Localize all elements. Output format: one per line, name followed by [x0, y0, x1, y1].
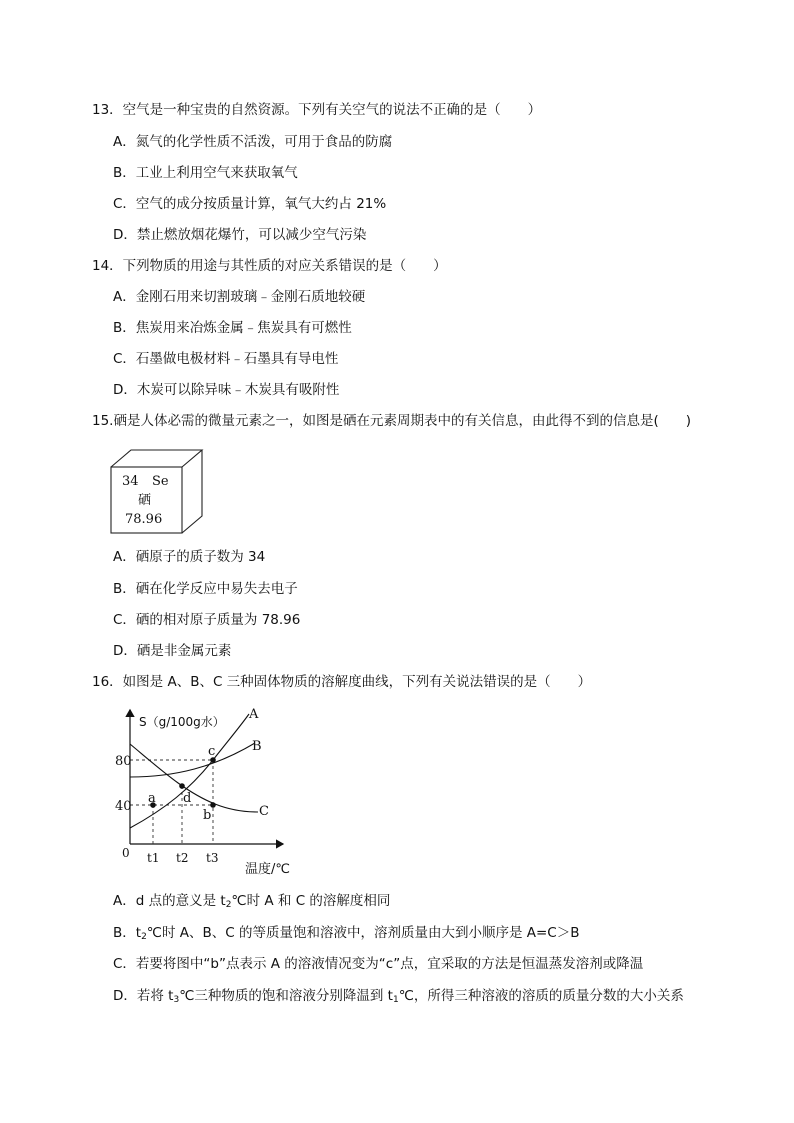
- curve-label-a: A: [249, 707, 259, 722]
- question-14-option-b: B．焦炭用来冶炼金属﹣焦炭具有可燃性: [113, 320, 352, 336]
- option-b-text-2: ℃时 A、B、C 的等质量饱和溶液中，溶剂质量由大到小顺序是 A=C＞B: [146, 925, 580, 941]
- question-15-option-c: C．硒的相对原子质量为 78.96: [113, 612, 301, 628]
- curve-a: [130, 714, 249, 828]
- element-atomic-mass: 78.96: [125, 512, 163, 527]
- question-16-option-c: [113, 955, 643, 973]
- question-13-option-a: A．氮气的化学性质不活泼，可用于食品的防腐: [113, 134, 393, 150]
- x-axis-label: 温度/℃: [245, 862, 290, 877]
- question-16-option-b: [113, 924, 580, 946]
- question-15-stem: 15.硒是人体必需的微量元素之一，如图是硒在元素周期表中的有关信息，由此得不到的信息是( ): [92, 413, 692, 429]
- option-d-text-3: ℃，所得三种溶液的溶质的质量分数的大小关系: [398, 988, 684, 1004]
- y-tick-80: 80: [115, 754, 132, 769]
- x-tick-t3: t3: [206, 851, 219, 865]
- point-label-d: d: [183, 791, 192, 806]
- question-14-stem: 14．下列物质的用途与其性质的对应关系错误的是（ ）: [92, 258, 447, 274]
- question-13-option-c: C．空气的成分按质量计算，氧气大约占 21%: [113, 196, 387, 212]
- question-16-option-d: [113, 987, 684, 1009]
- element-name: 硒: [138, 493, 152, 508]
- option-d-subscript-1: 3: [173, 995, 180, 1005]
- option-a-subscript: 2: [225, 900, 232, 910]
- question-15-option-b: B．硒在化学反应中易失去电子: [113, 581, 298, 597]
- question-13-option-d: D．禁止燃放烟花爆竹，可以减少空气污染: [113, 227, 367, 243]
- curve-label-c: C: [259, 804, 269, 819]
- option-d-subscript-2: 1: [392, 995, 399, 1005]
- option-d-text-2: ℃三种物质的饱和溶液分别降温到 t: [179, 988, 393, 1004]
- x-tick-t1: t1: [147, 851, 160, 865]
- question-13-option-b: B．工业上利用空气来获取氧气: [113, 165, 298, 181]
- question-15-option-a: A．硒原子的质子数为 34: [113, 549, 266, 565]
- option-a-text-2: ℃时 A 和 C 的溶解度相同: [231, 893, 391, 909]
- question-16-stem: 16．如图是 A、B、C 三种固体物质的溶解度曲线，下列有关说法错误的是（ ）: [92, 674, 592, 690]
- question-14-option-a: A．金刚石用来切割玻璃﹣金刚石质地较硬: [113, 289, 366, 305]
- question-15-option-d: D．硒是非金属元素: [113, 643, 232, 659]
- solubility-graph-svg: [115, 704, 305, 884]
- x-tick-t2: t2: [176, 851, 189, 865]
- question-14-option-c: C．石墨做电极材料﹣石墨具有导电性: [113, 351, 339, 367]
- solubility-graph: [115, 704, 305, 888]
- y-tick-40: 40: [115, 799, 132, 814]
- option-b-text-1: B．t: [113, 925, 142, 941]
- option-c-text: C．若要将图中“b”点表示 A 的溶液情况变为“c”点，宜采取的方法是恒温蒸发溶剂或降温: [113, 956, 644, 972]
- point-label-b: b: [203, 808, 212, 823]
- y-axis-label: S（g/100g水）: [139, 715, 225, 729]
- point-b: [210, 802, 216, 808]
- element-symbol: Se: [152, 474, 169, 489]
- option-a-text-1: A．d 点的意义是 t: [113, 893, 226, 909]
- option-b-subscript: 2: [141, 932, 147, 942]
- point-label-a: a: [148, 791, 156, 806]
- point-label-c: c: [208, 744, 216, 759]
- question-14-option-d: D．木炭可以除异味﹣木炭具有吸附性: [113, 382, 340, 398]
- curve-label-b: B: [252, 739, 262, 754]
- question-13-stem: 13．空气是一种宝贵的自然资源。下列有关空气的说法不正确的是（ ）: [92, 102, 542, 118]
- element-atomic-number: 34: [122, 474, 139, 489]
- origin-label: 0: [122, 846, 130, 860]
- element-box: [108, 447, 206, 537]
- option-d-text-1: D．若将 t: [113, 988, 174, 1004]
- point-d: [179, 783, 185, 789]
- question-16-option-a: [113, 892, 390, 914]
